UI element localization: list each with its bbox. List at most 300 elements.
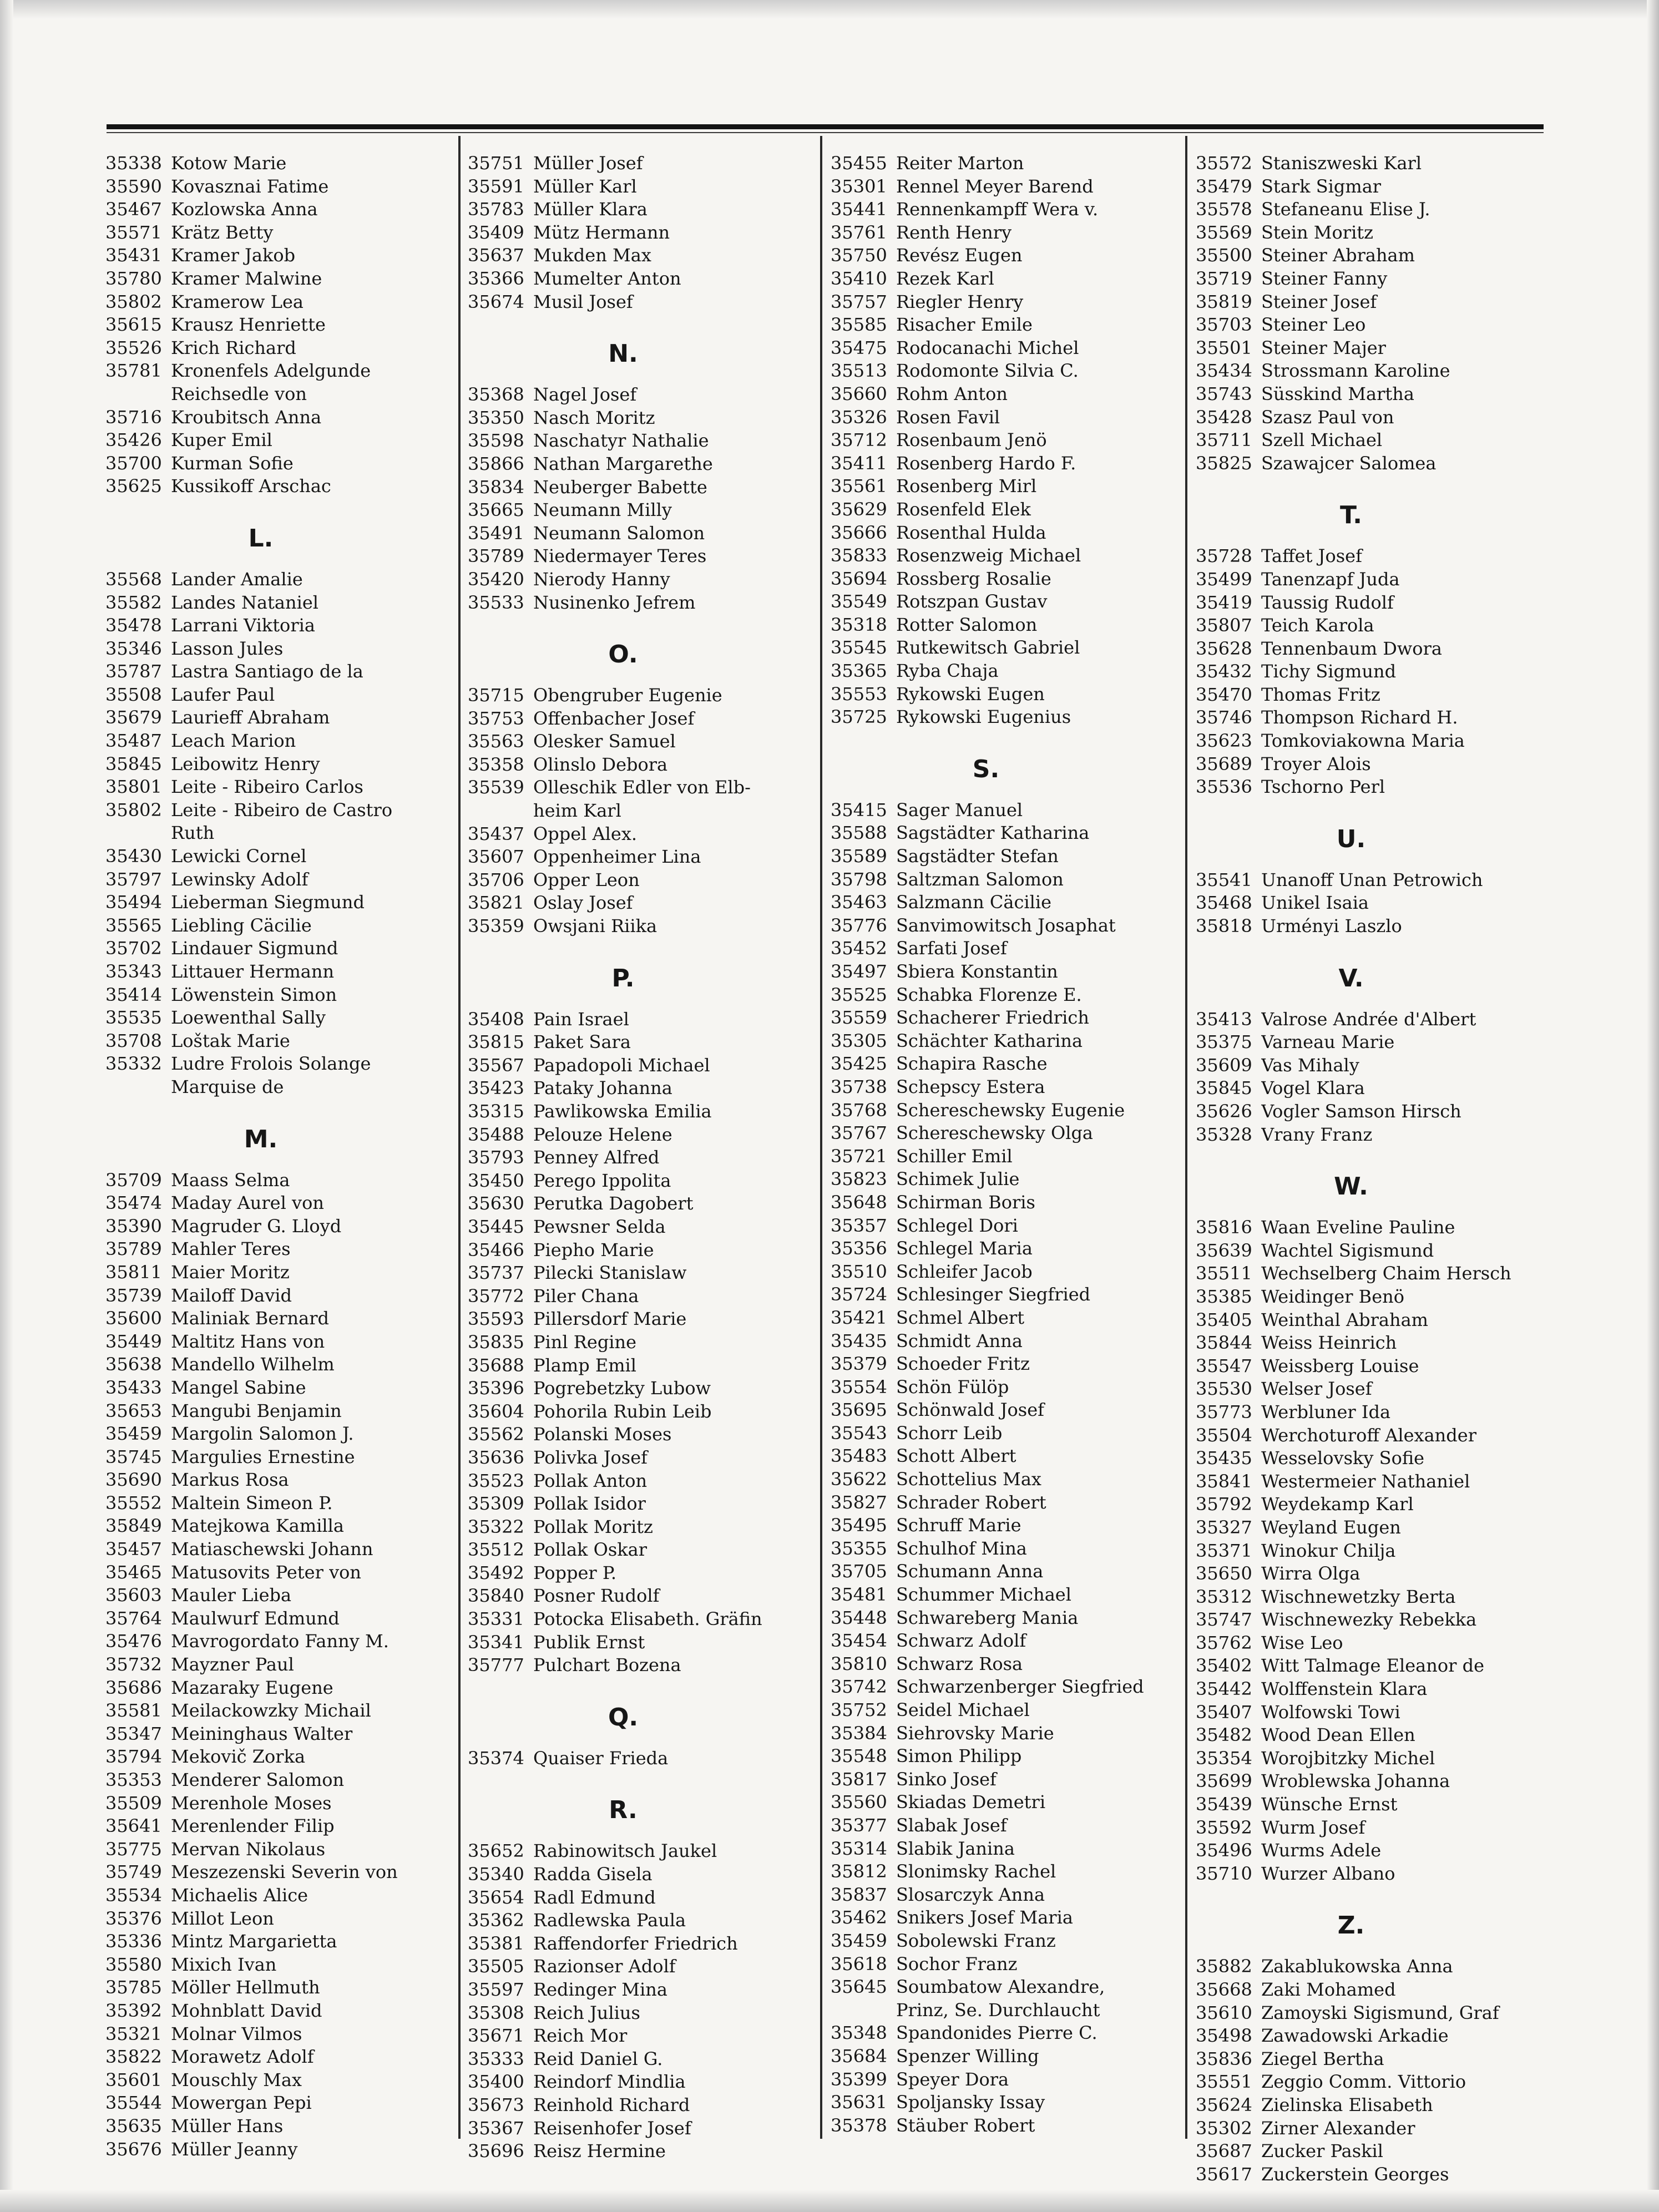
entry-name: Spenzer Willing [896,2045,1039,2067]
entry-name: Wurms Adele [1261,1840,1382,1861]
list-entry [1196,1031,1540,1054]
entry-number: 35439 [1196,1794,1252,1815]
entry-name: Pain Israel [533,1008,629,1030]
entry-name: Mangel Sabine [171,1376,306,1398]
entry-number: 35617 [1196,2163,1252,2185]
list-entry [468,707,812,731]
list-entry [831,1330,1175,1353]
entry-name: Loewenthal Sally [171,1007,326,1029]
entry-number: 35513 [831,360,887,382]
list-entry [468,1886,812,1910]
list-entry [1196,1793,1540,1816]
entry-name: Schabka Florenze E. [896,984,1082,1005]
list-entry [105,706,449,730]
entry-name: Reisenhofer Josef [533,2117,691,2139]
entry-name: Löwenstein Simon [171,984,337,1005]
list-entry [105,1284,449,1308]
entry-name: Zeggio Comm. Vittorio [1261,2071,1466,2093]
entry-name: Zucker Paskil [1261,2140,1384,2162]
entry-name: Mowergan Pepi [171,2092,312,2114]
entry-name: Schulhof Mina [896,1537,1027,1559]
entry-number: 35459 [831,1930,887,1951]
entry-name: Schott Albert [896,1445,1016,1467]
list-entry [468,1146,812,1170]
list-entry [1196,406,1540,429]
entry-number: 35341 [468,1631,524,1653]
entry-number: 35694 [831,568,887,589]
entry-name: Wischnewetzky Berta [1261,1586,1456,1607]
entry-number: 35582 [105,591,162,613]
entry-number: 35728 [1196,545,1252,567]
header-rule-thin [107,132,1544,133]
list-entry [831,960,1175,984]
entry-number: 35792 [1196,1494,1252,1515]
entry-number: 35455 [831,153,887,174]
entry-number: 35437 [468,823,524,844]
entry-name: Schumann Anna [896,1561,1044,1582]
section-spacer [468,614,812,637]
entry-number: 35666 [831,522,887,543]
list-entry [1196,1516,1540,1540]
entry-name: Larrani Viktoria [171,615,315,636]
entry-name: Margolin Salomon J. [171,1423,354,1445]
list-entry [468,1192,812,1216]
entry-number: 35738 [831,1076,887,1097]
entry-number: 35415 [831,799,887,821]
entry-number: 35315 [468,1101,524,1122]
list-entry [105,1699,449,1723]
entry-number: 35747 [1196,1609,1252,1631]
entry-number: 35374 [468,1747,524,1769]
list-entry [468,1585,812,1608]
entry-name: Schepscy Estera [896,1076,1045,1097]
entry-name: Plamp Emil [533,1354,637,1376]
entry-number: 35498 [1196,2025,1252,2047]
entry-name: Popper P. [533,1562,617,1583]
entry-number: 35615 [105,314,162,336]
entry-name: Mangubi Benjamin [171,1400,342,1421]
entry-name: Pollak Oskar [533,1539,648,1561]
entry-number: 35332 [105,1053,162,1075]
list-entry [105,868,449,892]
entry-number: 35721 [831,1145,887,1167]
list-entry [105,152,449,175]
entry-name: Pollak Isidor [533,1493,646,1515]
list-entry [1196,1978,1540,2002]
entry-name: Kramer Jakob [171,245,296,266]
entry-number: 35639 [1196,1239,1252,1261]
entry-number: 35750 [831,245,887,266]
list-entry [831,845,1175,868]
entry-name: Nusinenko Jefrem [533,591,696,613]
list-entry [105,1006,449,1030]
entry-name: Mailoff David [171,1284,292,1306]
entry-name: Müller Jeanny [171,2138,298,2160]
entry-name: Zielinska Elisabeth [1261,2094,1433,2115]
list-entry [105,2138,449,2162]
entry-name: Zakablukowska Anna [1261,1956,1453,1977]
entry-continuation: Reichsedle von [171,383,307,404]
list-entry [831,1629,1175,1653]
entry-number: 35366 [468,267,524,289]
entry-number: 35543 [831,1422,887,1444]
list-entry [105,2046,449,2069]
list-entry [105,776,449,799]
list-entry [831,498,1175,522]
list-entry [1196,2117,1540,2140]
list-entry [831,1607,1175,1630]
list-entry [831,2114,1175,2138]
list-entry [1196,1839,1540,1862]
entry-name: Speyer Dora [896,2068,1009,2090]
entry-number: 35505 [468,1956,524,1977]
list-entry [831,937,1175,960]
list-entry [105,2092,449,2115]
list-entry [105,1238,449,1261]
entry-number: 35445 [468,1216,524,1237]
entry-number: 35648 [831,1191,887,1213]
entry-name: Rykowski Eugenius [896,706,1071,728]
list-entry [105,1538,449,1561]
entry-number: 35569 [1196,221,1252,243]
list-entry [1196,383,1540,406]
entry-name: Krausz Henriette [171,314,326,336]
entry-name: Kovasznai Fatime [171,175,329,197]
entry-name: Pohorila Rubin Leib [533,1400,712,1422]
entry-name: Slosarczyk Anna [896,1884,1045,1905]
entry-name: Musil Josef [533,291,633,312]
entry-name: Wischnewezky Rebekka [1261,1609,1477,1631]
list-entry [105,1769,449,1792]
entry-name: Schwarz Adolf [896,1630,1026,1652]
entry-number: 35789 [468,545,524,567]
entry-name: Stein Moritz [1261,221,1374,243]
list-entry [1196,337,1540,360]
list-entry [468,869,812,892]
list-entry [831,1445,1175,1468]
list-entry [831,1491,1175,1515]
entry-name: Oppel Alex. [533,823,638,844]
entry-number: 35593 [468,1308,524,1330]
entry-number: 35459 [105,1423,162,1445]
entry-number: 35409 [468,221,524,243]
entry-name: Steiner Leo [1261,314,1366,336]
list-entry [831,868,1175,892]
entry-number: 35496 [1196,1840,1252,1861]
list-entry [105,1215,449,1238]
entry-number: 35407 [1196,1701,1252,1723]
list-entry [468,1031,812,1054]
entry-name: Mukden Max [533,245,651,266]
entry-name: Offenbacher Josef [533,707,695,729]
entry-number: 35834 [468,476,524,498]
list-entry [831,891,1175,914]
list-entry [831,1699,1175,1722]
list-entry [468,1978,812,2002]
list-entry [831,1953,1175,1976]
entry-number: 35400 [468,2071,524,2093]
entry-number: 35525 [831,984,887,1005]
list-entry [105,1330,449,1354]
list-entry [831,1722,1175,1745]
entry-name: Snikers Josef Maria [896,1907,1073,1928]
entry-name: Olesker Samuel [533,731,676,752]
entry-name: Mayzner Paul [171,1654,294,1676]
entry-number: 35568 [105,568,162,590]
entry-number: 35687 [1196,2140,1252,2162]
entry-number: 35711 [1196,429,1252,451]
entry-name: Staniszweski Karl [1261,153,1422,174]
entry-number: 35314 [831,1838,887,1859]
list-entry [1196,2140,1540,2163]
entry-number: 35385 [1196,1285,1252,1307]
entry-name: Sager Manuel [896,799,1023,821]
list-entry [468,1631,812,1654]
list-entry [105,614,449,637]
list-entry [468,730,812,753]
entry-number: 35780 [105,267,162,289]
entry-number: 35762 [1196,1632,1252,1653]
list-entry [831,1168,1175,1191]
entry-name: Leibowitz Henry [171,753,320,775]
list-entry [468,1331,812,1354]
entry-name: Michaelis Alice [171,1884,308,1906]
entry-number: 35368 [468,384,524,406]
entry-number: 35590 [105,175,162,197]
list-entry [1196,545,1540,568]
list-entry [1196,568,1540,591]
list-entry [105,2115,449,2138]
entry-number: 35318 [831,614,887,635]
list-entry [831,244,1175,267]
entry-name: Razionser Adolf [533,1956,676,1977]
entry-number: 35812 [831,1861,887,1882]
entry-number: 35321 [105,2023,162,2044]
entry-number: 35312 [1196,1586,1252,1607]
entry-number: 35346 [105,637,162,659]
entry-name: Strossmann Karoline [1261,360,1450,382]
entry-name: Margulies Ernestine [171,1446,355,1467]
entry-number: 35476 [105,1631,162,1652]
entry-number: 35844 [1196,1332,1252,1354]
list-entry [831,590,1175,614]
list-entry [105,1052,449,1076]
list-entry [831,1030,1175,1053]
entry-number: 35753 [468,707,524,729]
entry-name: Mauler Lieba [171,1585,292,1606]
entry-name: Maltein Simeon P. [171,1492,333,1514]
entry-name: Steiner Majer [1261,337,1386,358]
list-entry [105,1469,449,1492]
entry-number: 35732 [105,1654,162,1676]
entry-number: 35419 [1196,591,1252,613]
section-heading: S. [972,755,1000,783]
entry-number: 35624 [1196,2094,1252,2115]
entry-name: Kroubitsch Anna [171,406,322,428]
entry-name: Mavrogordato Fanny M. [171,1631,389,1652]
entry-name: Matiaschewski Johann [171,1538,373,1560]
entry-number: 35849 [105,1515,162,1537]
entry-number: 35793 [468,1147,524,1168]
list-entry [831,452,1175,475]
entry-number: 35355 [831,1537,887,1559]
list-entry [1196,291,1540,314]
entry-number: 35353 [105,1769,162,1790]
entry-name: Lewinsky Adolf [171,868,308,890]
entry-number: 35474 [105,1192,162,1214]
entry-number: 35481 [831,1584,887,1606]
list-entry [468,407,812,430]
entry-number: 35802 [105,799,162,821]
entry-name: Niedermayer Teres [533,545,707,567]
entry-name: Rosen Favil [896,406,1000,428]
entry-name: Troyer Alois [1261,753,1371,775]
list-entry [1196,1447,1540,1470]
entry-name: Werchoturoff Alexander [1261,1424,1476,1446]
entry-number: 35338 [105,153,162,174]
entry-name: Weydekamp Karl [1261,1494,1414,1515]
list-entry [105,1976,449,2000]
entry-number: 35545 [831,637,887,659]
list-entry [831,291,1175,314]
entry-name: Krich Richard [171,337,296,358]
entry-number: 35381 [468,1932,524,1954]
entry-name: Renth Henry [896,221,1012,243]
list-entry [468,1538,812,1562]
entry-name: Sochor Franz [896,1953,1018,1975]
entry-name: Nagel Josef [533,384,637,406]
list-entry [1196,1378,1540,1401]
list-entry [468,175,812,199]
list-entry [105,1192,449,1215]
column-3 [831,152,1175,2137]
entry-name: Süsskind Martha [1261,383,1414,404]
list-entry [1196,1747,1540,1770]
entry-name: Rosenbaum Jenö [896,429,1047,451]
entry-number: 35785 [105,1977,162,1998]
entry-name: Pulchart Bozena [533,1654,681,1676]
entry-name: Szasz Paul von [1261,406,1394,428]
section-heading: V. [1338,964,1364,993]
entry-name: Wechselberg Chaim Hersch [1261,1263,1511,1284]
list-entry [105,1492,449,1515]
list-entry [105,591,449,615]
entry-number: 35501 [1196,337,1252,358]
list-entry [468,522,812,545]
entry-name: Oppenheimer Lina [533,846,701,868]
entry-number: 35635 [105,2115,162,2137]
list-entry [831,614,1175,637]
entry-name: Pollak Moritz [533,1516,653,1537]
section-spacer [468,371,812,383]
section-spacer [468,1770,812,1793]
entry-number: 35700 [105,452,162,474]
entry-name: Wise Leo [1261,1632,1343,1653]
entry-number: 35580 [105,1953,162,1975]
entry-name: Riegler Henry [896,291,1024,312]
section-heading: M. [244,1125,278,1153]
entry-name: Reiter Marton [896,153,1024,174]
entry-name: Mahler Teres [171,1238,291,1260]
entry-number: 35654 [468,1886,524,1908]
entry-number: 35421 [831,1307,887,1328]
entry-name: Steiner Fanny [1261,267,1388,289]
entry-name: Mervan Nikolaus [171,1838,326,1860]
entry-number: 35463 [831,892,887,913]
entry-number: 35703 [1196,314,1252,336]
entry-name: Slonimsky Rachel [896,1861,1056,1882]
entry-name: Müller Josef [533,153,643,174]
list-entry [468,1077,812,1100]
entry-name: Mekovič Zorka [171,1746,306,1768]
entry-number: 35560 [831,1791,887,1813]
entry-name: Zamoyski Sigismund, Graf [1261,2002,1499,2023]
list-entry [1196,1493,1540,1516]
list-entry [468,1446,812,1470]
entry-number: 35626 [1196,1101,1252,1122]
entry-number: 35702 [105,938,162,959]
column-divider [1185,136,1187,2139]
entry-number: 35376 [105,1907,162,1929]
section-spacer [105,556,449,568]
entry-number: 35379 [831,1353,887,1375]
entry-number: 35743 [1196,383,1252,404]
column-divider [820,136,822,2139]
entry-name: Oslay Josef [533,892,633,914]
list-entry [1196,660,1540,684]
entry-number: 35336 [105,1931,162,1952]
entry-name: Mouschly Max [171,2069,302,2090]
list-entry [468,221,812,245]
entry-name: Wolfowski Towi [1261,1701,1400,1723]
entry-number: 35610 [1196,2002,1252,2023]
entry-number: 35637 [468,245,524,266]
list-entry [831,1768,1175,1791]
entry-name: Tennenbaum Dwora [1261,637,1442,659]
entry-number: 35488 [468,1123,524,1145]
entry-name: Kozlowska Anna [171,199,318,220]
entry-number: 35625 [105,475,162,497]
entry-name: Rodomonte Silvia C. [896,360,1079,382]
list-entry [468,1654,812,1677]
list-entry [1196,1262,1540,1285]
entry-number: 35504 [1196,1424,1252,1446]
entry-name: Reinhold Richard [533,2094,690,2115]
entry-number: 35561 [831,475,887,497]
list-entry [468,1170,812,1193]
list-entry [1196,452,1540,475]
entry-name: Lieberman Siegmund [171,892,365,913]
entry-number: 35354 [1196,1747,1252,1769]
entry-number: 35835 [468,1331,524,1353]
list-entry [1196,1355,1540,1378]
list-entry [105,1723,449,1746]
entry-number: 35423 [468,1077,524,1099]
list-entry [468,152,812,175]
entry-number: 35745 [105,1446,162,1467]
list-entry [831,984,1175,1007]
list-entry [831,1376,1175,1399]
entry-number: 35308 [468,2002,524,2023]
list-entry [468,1492,812,1516]
list-entry [1196,1401,1540,1424]
entry-number: 35466 [468,1239,524,1261]
entry-number: 35668 [1196,1979,1252,2000]
list-entry [1196,2048,1540,2071]
entry-name: Schummer Michael [896,1584,1071,1606]
list-entry [1196,1816,1540,1840]
entry-name: Wolffenstein Klara [1261,1678,1428,1700]
